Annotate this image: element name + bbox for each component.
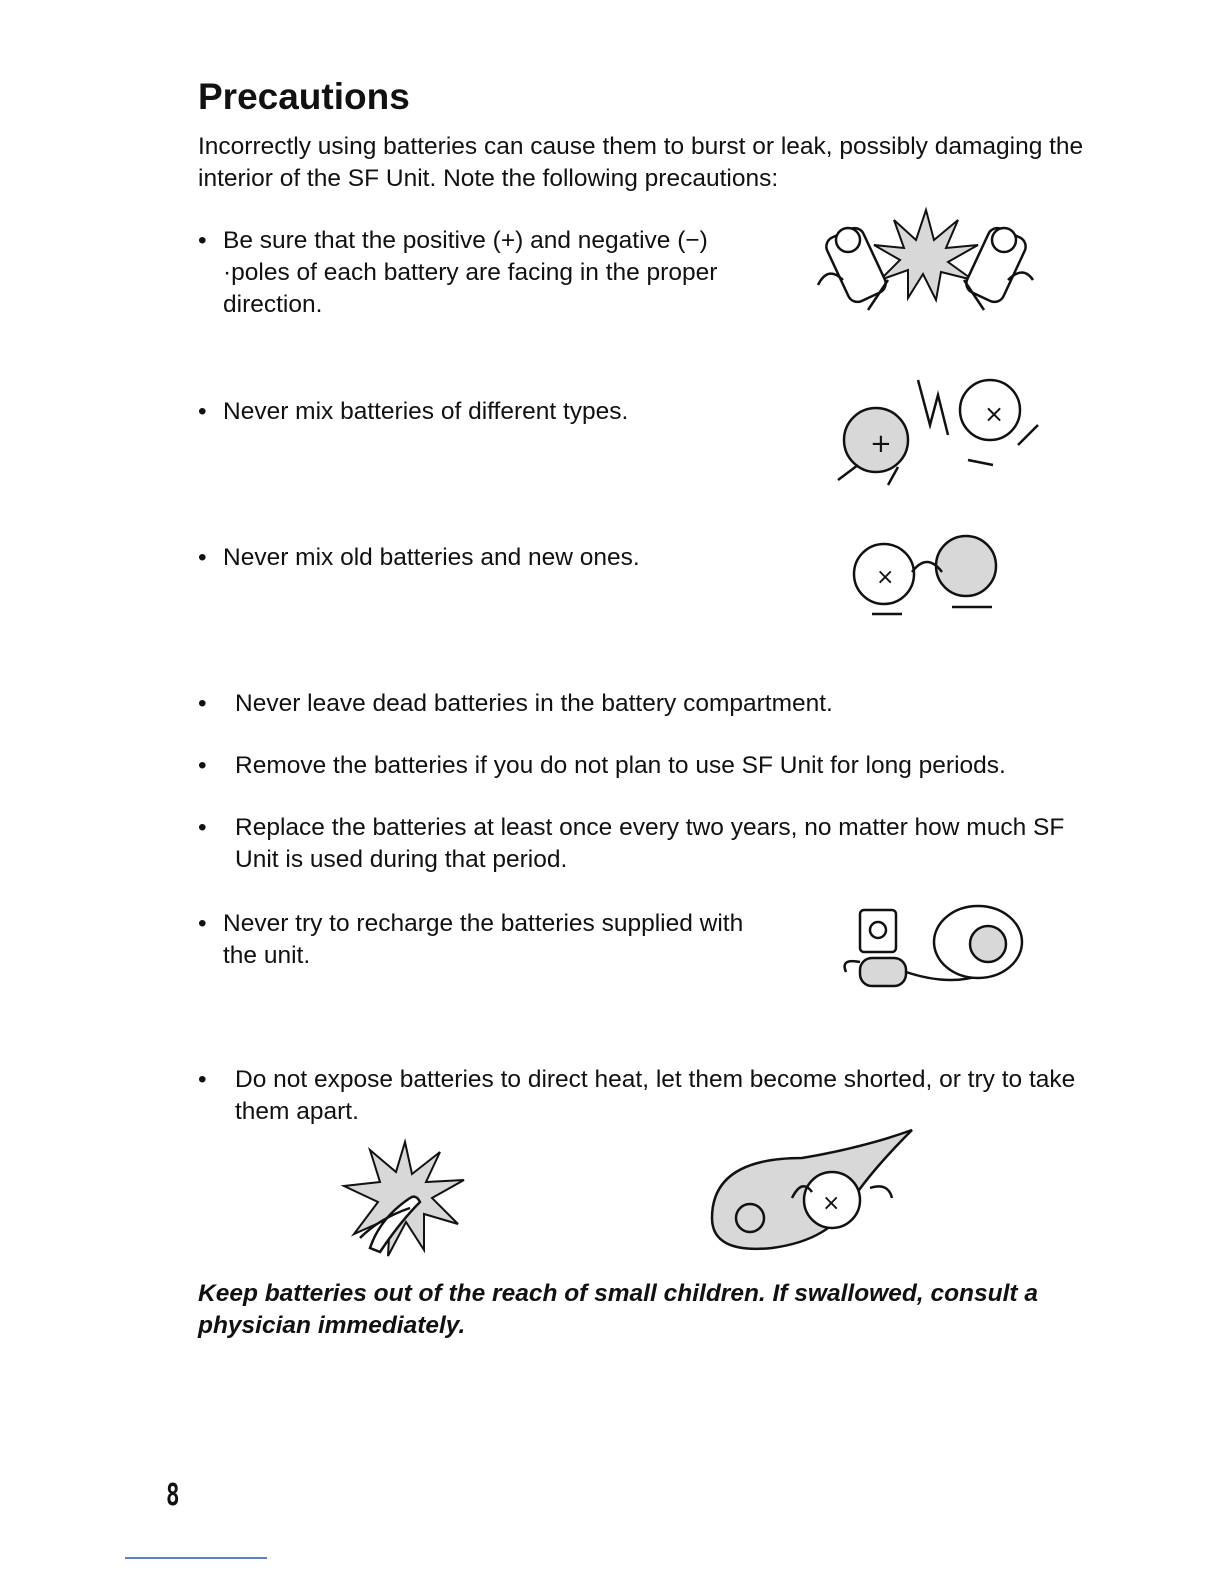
bullet: •	[198, 814, 207, 841]
intro-paragraph: Incorrectly using batteries can cause them to burst or leak, possibly damaging the interior of the SF Unit. Note the following precautions:	[198, 133, 1084, 192]
precaution-item-recharge	[198, 908, 758, 972]
old-new-batteries-illustration	[842, 522, 1018, 622]
battery-fire-illustration	[702, 1128, 924, 1254]
precaution-text: Never leave dead batteries in the battery compartment.	[235, 690, 833, 717]
bullet: •	[198, 690, 207, 717]
fighting-batteries-illustration	[808, 200, 1044, 320]
svg-text:×: ×	[822, 1191, 841, 1216]
precaution-item-dead	[198, 688, 1098, 720]
precaution-item-polarity	[198, 225, 758, 321]
precaution-text: Never mix old batteries and new ones.	[223, 544, 640, 571]
precaution-item-old-new	[198, 542, 758, 574]
precaution-item-replace	[198, 812, 1098, 876]
svg-text:×: ×	[876, 565, 895, 590]
precaution-text: Never mix batteries of different types.	[223, 398, 629, 425]
recharge-battery-illustration	[838, 882, 1044, 992]
bullet: •	[198, 398, 207, 425]
precaution-item-types	[198, 396, 758, 428]
bullet: •	[198, 1066, 207, 1093]
child-safety-warning: Keep batteries out of the reach of small children. If swallowed, consult a physician immediately.	[198, 1280, 1038, 1339]
precaution-item-heat	[198, 1064, 1098, 1128]
precaution-text: Never try to recharge the batteries supplied with the unit.	[223, 910, 744, 969]
precaution-text: Be sure that the positive (+) and negative (−) ·poles of each battery are facing in the proper direction.	[223, 227, 718, 318]
precaution-item-remove	[198, 750, 1098, 782]
footer-rule	[125, 1557, 267, 1559]
battery-disassembly-illustration	[340, 1138, 470, 1264]
page-number: 8	[166, 1478, 180, 1513]
bullet: •	[198, 544, 207, 571]
precaution-text: Do not expose batteries to direct heat, let them become shorted, or try to take them apart.	[235, 1066, 1076, 1125]
bullet: •	[198, 752, 207, 779]
mixed-type-batteries-illustration	[818, 350, 1054, 490]
svg-text:+: +	[870, 429, 892, 459]
precaution-text: Replace the batteries at least once every two years, no matter how much SF Unit is used during that period.	[235, 814, 1065, 873]
bullet: •	[198, 227, 207, 254]
svg-text:×: ×	[984, 400, 1005, 428]
page-title: Precautions	[198, 76, 410, 117]
bullet: •	[198, 910, 207, 937]
precaution-text: Remove the batteries if you do not plan to use SF Unit for long periods.	[235, 752, 1006, 779]
